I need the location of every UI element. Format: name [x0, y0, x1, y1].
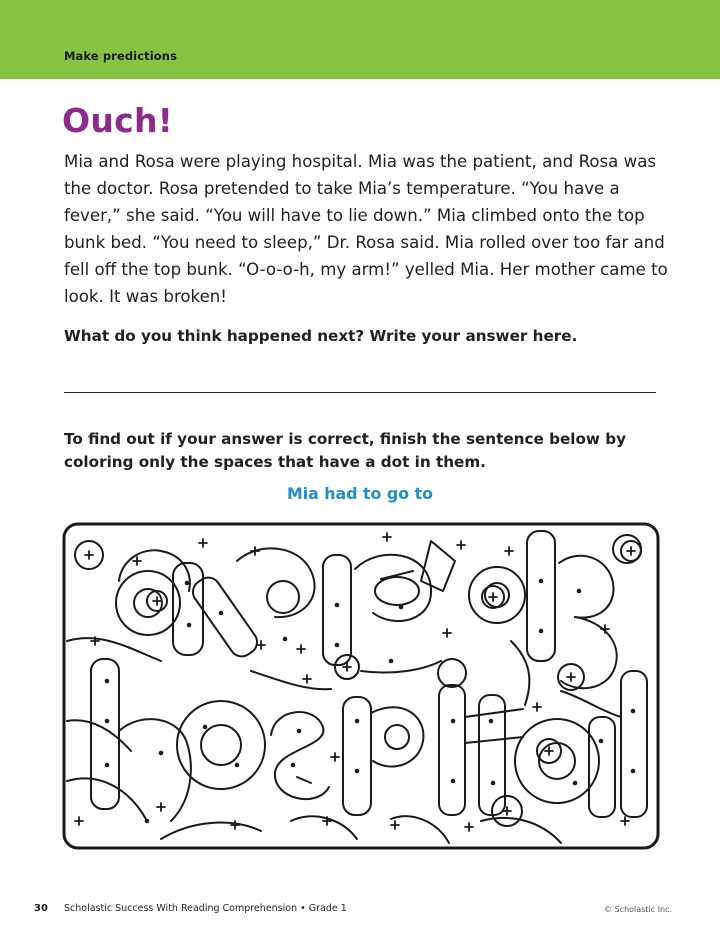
puzzle-top-shapes: [67, 531, 641, 751]
sentence-prompt: Mia had to go to: [287, 484, 433, 503]
puzzle-plus-marks: [75, 533, 635, 831]
puzzle-instructions: To find out if your answer is correct, finish the sentence below by coloring only the spaces that have a dot in them.: [64, 430, 626, 471]
copyright: © Scholastic Inc.: [604, 905, 672, 914]
page-number: 30: [34, 903, 48, 914]
header-band: [0, 0, 720, 79]
puzzle-small-circles: [75, 541, 641, 826]
book-title: Scholastic Success With Reading Comprehension • Grade 1: [64, 903, 347, 914]
page-title: Ouch!: [62, 101, 174, 140]
question-prompt: What do you think happened next? Write your answer here.: [64, 327, 578, 345]
story-paragraph: Mia and Rosa were playing hospital. Mia was the patient, and Rosa was the doctor. Rosa pretended to take Mia’s temperature. “You have a fever,” she said. “You will have to lie down.” Mia climbed onto the top bunk bed. “You need to sleep,” Dr. Rosa said. Mia rolled over too far and fell off the top bunk. “O-o-o-h, my arm!” yelled Mia. Her mother came to look. It was broken!: [64, 152, 668, 306]
dot-coloring-puzzle[interactable]: [61, 521, 661, 851]
skill-label: Make predictions: [64, 49, 178, 63]
answer-line[interactable]: [64, 392, 656, 393]
